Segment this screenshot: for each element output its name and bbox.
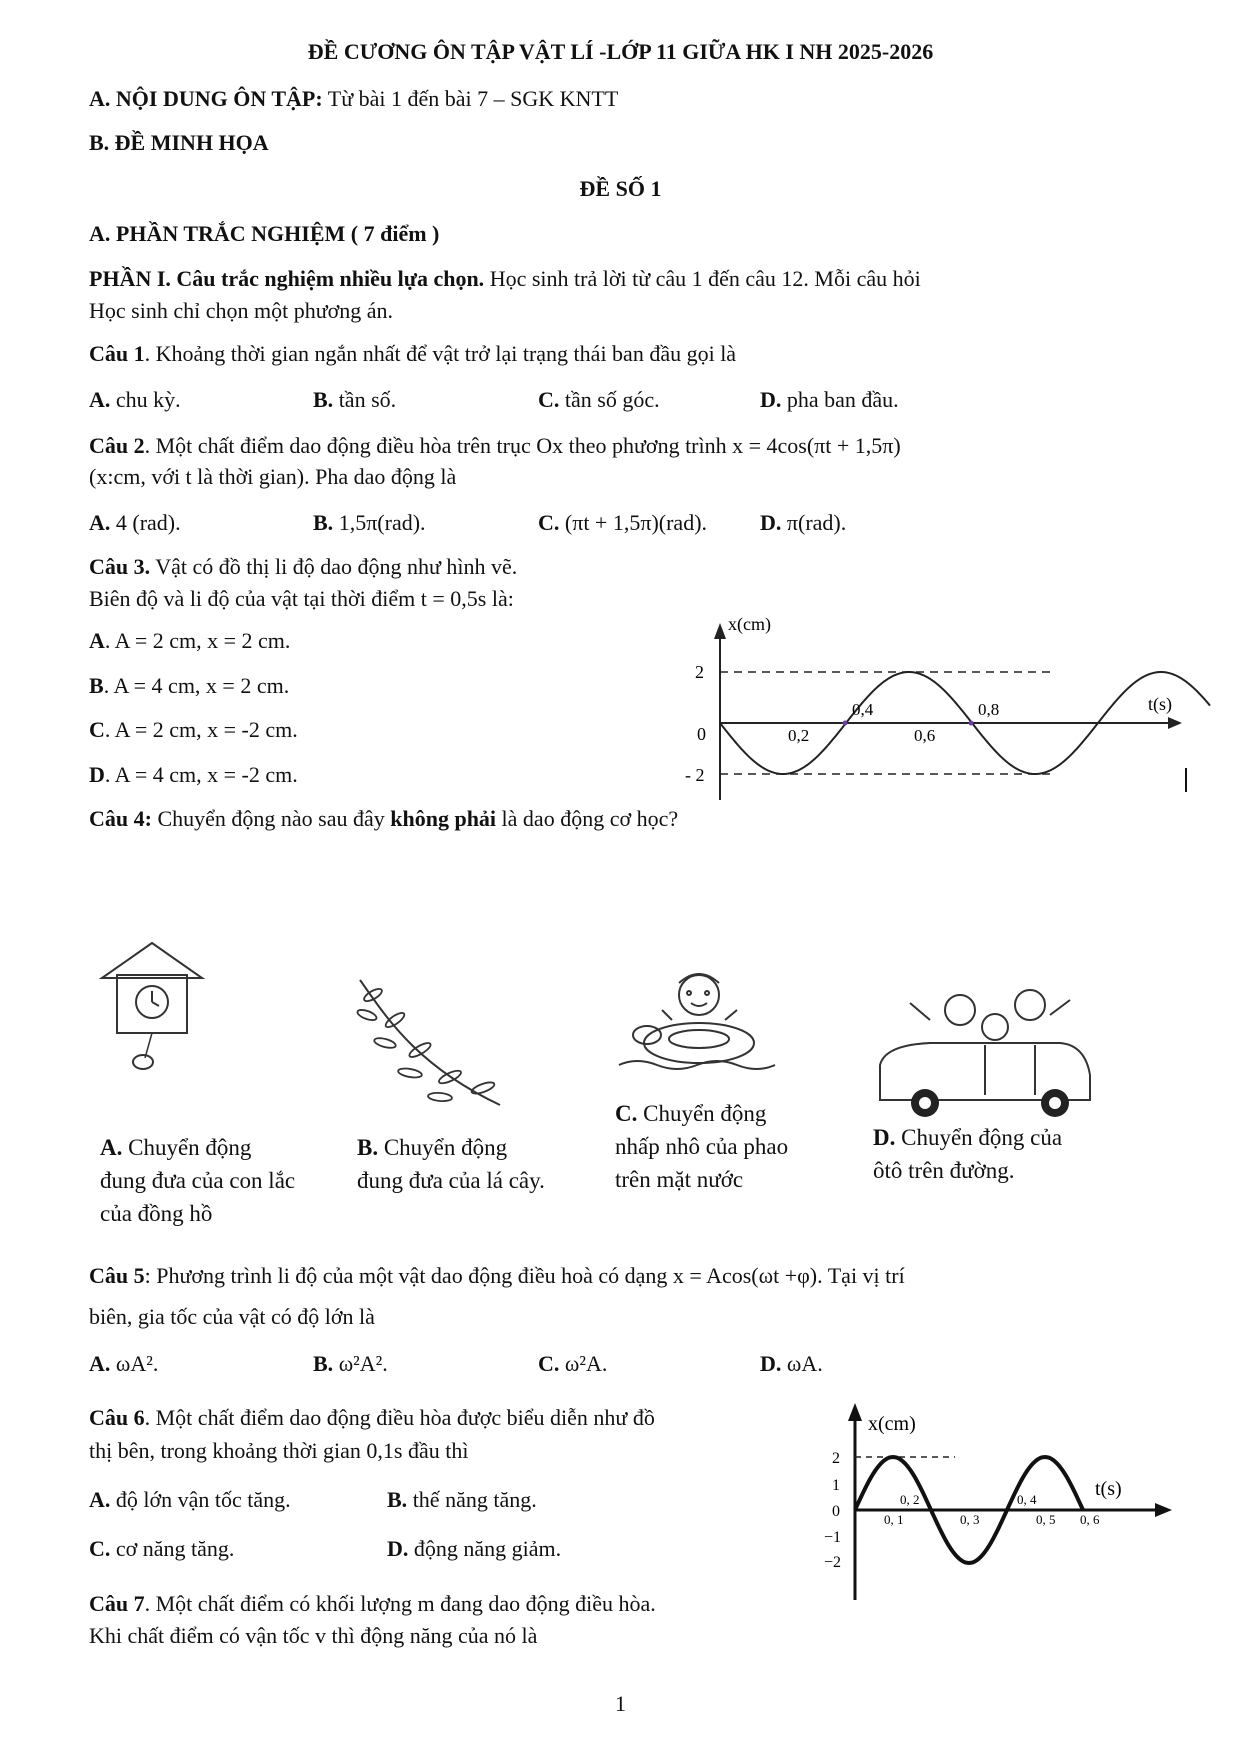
question-3-line2: Biên độ và li độ của vật tại thời điểm t = 0,5s là: bbox=[89, 586, 514, 611]
q6-t-tick: 0, 4 bbox=[1017, 1492, 1037, 1507]
q6-t-tick: 0, 3 bbox=[960, 1512, 980, 1527]
q5-option-b: B. ω²A². bbox=[313, 1351, 388, 1376]
question-2: Câu 2. Một chất điểm dao động điều hòa trên trục Ox theo phương trình x = 4cos(πt + 1,5π) bbox=[89, 433, 901, 458]
q6-option-b: B. thế năng tăng. bbox=[387, 1487, 537, 1512]
q5-option-c: C. ω²A. bbox=[538, 1351, 608, 1376]
q5-option-a: A. ωA². bbox=[89, 1351, 159, 1376]
q6-option-c: C. cơ năng tăng. bbox=[89, 1536, 235, 1561]
q3-zero-crossing-point bbox=[843, 721, 848, 726]
section-a-heading: A. NỘI DUNG ÔN TẬP: Từ bài 1 đến bài 7 – SGK KNTT bbox=[89, 86, 619, 111]
q6-displacement-graph bbox=[810, 1395, 1170, 1605]
q5-formula: x = Acos(ωt +φ) bbox=[672, 1263, 818, 1288]
part-a-heading: A. PHẦN TRẮC NGHIỆM ( 7 điểm ) bbox=[89, 221, 440, 246]
page-number: 1 bbox=[615, 1691, 626, 1716]
leaf-branch-icon bbox=[355, 975, 505, 1115]
q3-option-b: B. A = 4 cm, x = 2 cm. bbox=[89, 673, 290, 698]
q3-t-tick: 0,2 bbox=[788, 726, 810, 745]
q6-t-tick: 0, 6 bbox=[1080, 1512, 1100, 1527]
q1-option-d: D. pha ban đầu. bbox=[760, 387, 899, 412]
question-5-line2: biên, gia tốc của vật có độ lớn là bbox=[89, 1304, 375, 1329]
text-cursor-mark bbox=[1185, 768, 1187, 792]
q6-t-axis-arrow bbox=[1155, 1503, 1172, 1517]
q4-option-b: B. Chuyển động đung đưa của lá cây. bbox=[357, 1135, 545, 1193]
q2-option-c: C. (πt + 1,5π)(rad). bbox=[538, 510, 708, 535]
q1-option-c: C. tần số góc. bbox=[538, 387, 660, 412]
question-2-line2: (x:cm, với t là thời gian). Pha dao động là bbox=[89, 464, 457, 489]
q6-y-tick: −2 bbox=[824, 1554, 842, 1571]
q6-y-tick: 0 bbox=[832, 1503, 840, 1520]
q6-t-tick: 0, 1 bbox=[884, 1512, 904, 1527]
q6-x-axis-label: t(s) bbox=[1095, 1478, 1122, 1500]
q3-t-tick: 0,6 bbox=[914, 726, 936, 745]
q4-option-a: A. Chuyển động đung đưa của con lắc của đồng hồ bbox=[100, 1135, 296, 1226]
q3-displacement-graph bbox=[640, 615, 1200, 805]
q5-option-d: D. ωA. bbox=[760, 1351, 823, 1376]
q3-y-tick: 0 bbox=[697, 724, 706, 744]
question-6-line2: thị bên, trong khoảng thời gian 0,1s đầu thì bbox=[89, 1438, 469, 1463]
question-7: Câu 7. Một chất điểm có khối lượng m đang dao động điều hòa. bbox=[89, 1591, 656, 1616]
car-icon bbox=[870, 955, 1100, 1115]
pendulum-clock-icon bbox=[97, 940, 207, 1070]
q3-t-tick: 0,8 bbox=[978, 700, 1000, 719]
q3-option-c: C. A = 2 cm, x = -2 cm. bbox=[89, 717, 298, 742]
q6-option-a: A. độ lớn vận tốc tăng. bbox=[89, 1487, 291, 1512]
exam-number: ĐỀ SỐ 1 bbox=[579, 176, 662, 201]
q6-y-tick: 2 bbox=[832, 1450, 840, 1467]
q3-option-d: D. A = 4 cm, x = -2 cm. bbox=[89, 762, 298, 787]
section-b-heading: B. ĐỀ MINH HỌA bbox=[89, 130, 269, 155]
q3-zero-crossing-point bbox=[969, 721, 974, 726]
q3-y-tick: - 2 bbox=[685, 765, 705, 785]
q6-x-axis-arrow bbox=[848, 1403, 862, 1421]
q1-option-b: B. tần số. bbox=[313, 387, 397, 412]
q6-t-tick: 0, 5 bbox=[1036, 1512, 1056, 1527]
q3-option-a: A. A = 2 cm, x = 2 cm. bbox=[89, 628, 291, 653]
question-1: Câu 1. Khoảng thời gian ngắn nhất để vật trở lại trạng thái ban đầu gọi là bbox=[89, 341, 737, 366]
part1-instructions-line2: Học sinh chỉ chọn một phương án. bbox=[89, 298, 394, 323]
question-5: Câu 5: Phương trình li độ của một vật dao động điều hoà có dạng x = Acos(ωt +φ). Tại vị trí bbox=[89, 1263, 905, 1288]
q4-option-d: D. Chuyển động của ôtô trên đường. bbox=[873, 1125, 1063, 1183]
q6-t-tick: 0, 2 bbox=[900, 1492, 920, 1507]
q1-option-a: A. chu kỳ. bbox=[89, 387, 181, 412]
q6-y-tick: −1 bbox=[824, 1529, 842, 1546]
q3-x-axis-label: t(s) bbox=[1148, 694, 1172, 714]
question-7-line2: Khi chất điểm có vận tốc v thì động năng của nó là bbox=[89, 1623, 538, 1648]
q3-t-tick: 0,4 bbox=[852, 700, 874, 719]
swim-float-icon bbox=[617, 965, 777, 1085]
document-title: ĐỀ CƯƠNG ÔN TẬP VẬT LÍ -LỚP 11 GIỮA HK I NH 2025-2026 bbox=[307, 39, 934, 64]
question-3: Câu 3. Vật có đồ thị li độ dao động như hình vẽ. bbox=[89, 554, 518, 579]
q3-t-axis-arrow bbox=[1168, 717, 1182, 729]
q3-y-tick: 2 bbox=[695, 662, 704, 682]
part1-instructions: PHẦN I. Câu trắc nghiệm nhiều lựa chọn. Học sinh trả lời từ câu 1 đến câu 12. Mỗi câu hỏi bbox=[89, 266, 921, 291]
q6-y-axis-label: x(cm) bbox=[868, 1413, 916, 1435]
q6-y-tick: 1 bbox=[832, 1477, 840, 1494]
q3-x-axis-arrow bbox=[714, 623, 726, 639]
question-6: Câu 6. Một chất điểm dao động điều hòa được biểu diễn như đồ bbox=[89, 1405, 655, 1430]
question-4: Câu 4: Chuyển động nào sau đây không phải là dao động cơ học? bbox=[89, 806, 679, 831]
q4-option-c: C. Chuyển động nhấp nhô của phao trên mặt nước bbox=[615, 1101, 789, 1192]
q2-option-a: A. 4 (rad). bbox=[89, 510, 181, 535]
q2-option-b: B. 1,5π(rad). bbox=[313, 510, 426, 535]
q6-option-d: D. động năng giảm. bbox=[387, 1536, 562, 1561]
q3-y-axis-label: x(cm) bbox=[728, 614, 771, 634]
q2-option-d: D. π(rad). bbox=[760, 510, 847, 535]
